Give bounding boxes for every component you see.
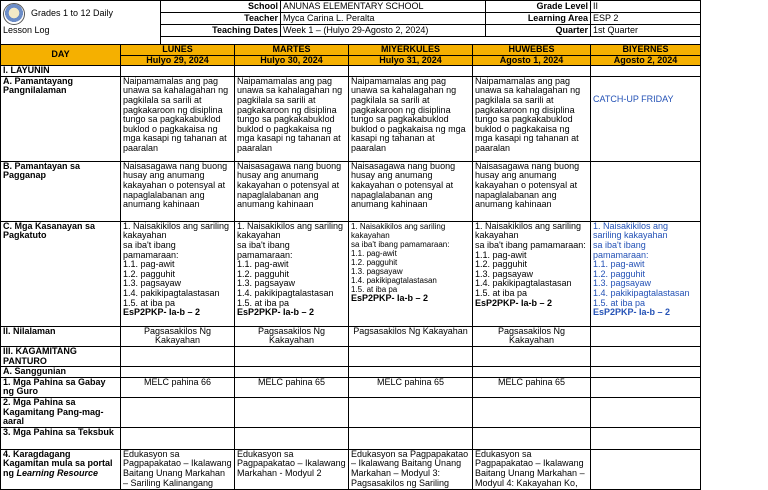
day-name-5: BIYERNES [591, 45, 701, 56]
area-label: Learning Area [486, 13, 591, 25]
day-date-2: Hulyo 30, 2024 [235, 55, 349, 66]
day-label: DAY [1, 45, 121, 66]
day-name-1: LUNES [121, 45, 235, 56]
quarter-value: 1st Quarter [591, 25, 701, 37]
pagganap-text-1: Naisasagawa nang buong husay ang anumang kakayahan o potensyal at napaglalabanan ang anumang kahinaan [121, 161, 235, 221]
kasanayan-cell-4 [473, 221, 591, 326]
kasanayan-code-5: EsP2PKP- Ia-b – 2 [593, 307, 671, 318]
lr-label: 4. Karagdagang Kagamitan mula sa portal ng [3, 449, 113, 478]
lesson-table [0, 44, 701, 490]
learning-resource-row [1, 449, 701, 489]
header-table [0, 0, 701, 49]
lr-text-1: Edukasyon sa Pagpapakatao – Ikalawang Baitang Unang Markahan – Sariling Kalinangang [121, 449, 235, 489]
school-label: School [161, 1, 281, 13]
pamantayang-text-1: Naipamamalas ang pag unawa sa kahalagahan ng pagkilala sa sarili at pagkakaroon ng disiplina tungo sa pagkakabuklod buklod o pagkakaisa ng mga kasapi ng tahanan at paaralan [121, 76, 235, 161]
melc-3: MELC pahina 65 [349, 377, 473, 397]
guro-row [1, 377, 701, 397]
teksbuk-row [1, 427, 701, 449]
nilalaman-text-2: Pagsasakilos Ng Kakayahan [235, 326, 349, 346]
day-date-5: Agosto 2, 2024 [591, 55, 701, 66]
school-value: ANUNAS ELEMENTARY SCHOOL [281, 1, 486, 13]
pamantayang-text-2: Naipamamalas ang pag unawa sa kahalagahan ng pagkilala sa sarili at pagkakaroon ng disiplina tungo sa pagkakabuklod buklod o pagkakaisa ng mga kasapi ng tahanan at paaralan [235, 76, 349, 161]
layunin-row [1, 66, 701, 77]
pamantayang-row [1, 76, 701, 161]
kagamitang-row [1, 346, 701, 366]
header-title: Grades 1 to 12 Daily [31, 8, 114, 19]
kasanayan-code-1: EsP2PKP- Ia-b – 2 [123, 307, 201, 318]
day-name-2: MARTES [235, 45, 349, 56]
dates-value: Week 1 – (Hulyo 29-Agosto 2, 2024) [281, 25, 486, 37]
nilalaman-text-1: Pagsasakilos Ng Kakayahan [121, 326, 235, 346]
pagganap-text-4: Naisasagawa nang buong husay ang anumang kakayahan o potensyal at napaglalabanan ang anumang kahinaan [473, 161, 591, 221]
nilalaman-text-3: Pagsasakilos Ng Kakayahan [349, 326, 473, 346]
grade-value: II [591, 1, 701, 13]
day-date-3: Hulyo 31, 2024 [349, 55, 473, 66]
nilalaman-row [1, 326, 701, 346]
area-value: ESP 2 [591, 13, 701, 25]
kasanayan-text-4: 1. Naisakikilos ang sariling kakayahan sa iba't ibang pamamaraan: 1.1. pag-awit 1.2. pagguhit 1.3. pagsayaw 1.4. pakikipagtalastasan 1.5. at iba pa [475, 221, 586, 298]
lr-text-2: Edukasyon sa Pagpapakatao – Ikalawang Markahan - Modyul 2 [235, 449, 349, 489]
kasanayan-text-1: 1. Naisakikilos ang sariling kakayahan sa iba't ibang pamamaraan: 1.1. pag-awit 1.2. pagguhit 1.3. pagsayaw 1.4. pakikipagtalastasan 1.5. at iba pa [123, 221, 230, 308]
days-row [1, 45, 701, 56]
lr-label-cell [1, 449, 121, 489]
layunin-label: I. LAYUNIN [1, 66, 121, 77]
pamantayang-text-3: Naipamamalas ang pag unawa sa kahalagahan ng pagkilala sa sarili at pagkakaroon ng disiplina tungo sa pagkakabuklod buklod o pagkakaisa ng mga kasapi ng tahanan at paaralan [349, 76, 473, 161]
pamantayang-label: A. Pamantayang Pangnilalaman [1, 76, 121, 161]
kagamitang-label: III. KAGAMITANG PANTURO [1, 346, 121, 366]
kasanayan-cell-2 [235, 221, 349, 326]
catchup-label: CATCH-UP FRIDAY [591, 76, 701, 161]
pagganap-text-2: Naisasagawa nang buong husay ang anumang kakayahan o potensyal at napaglalabanan ang anumang kahinaan [235, 161, 349, 221]
grade-label: Grade Level [486, 1, 591, 13]
kasanayan-code-2: EsP2PKP- Ia-b – 2 [237, 307, 315, 318]
sanggunian-label: A. Sanggunian [1, 367, 121, 378]
melc-1: MELC pahina 66 [121, 377, 235, 397]
kagamitan-row [1, 397, 701, 427]
kasanayan-code-4: EsP2PKP- Ia-b – 2 [475, 297, 553, 308]
day-date-4: Agosto 1, 2024 [473, 55, 591, 66]
sanggunian-row [1, 367, 701, 378]
nilalaman-text-4: Pagsasakilos Ng Kakayahan [473, 326, 591, 346]
pamantayang-text-4: Naipamamalas ang pag unawa sa kahalagahan ng pagkilala sa sarili at pagkakaroon ng disiplina tungo sa pagkakabuklod buklod o pagkakaisa ng mga kasapi ng tahanan at paaralan [473, 76, 591, 161]
kasanayan-row [1, 221, 701, 326]
kasanayan-label: C. Mga Kasanayan sa Pagkatuto [1, 221, 121, 326]
kasanayan-cell-5 [591, 221, 701, 326]
lr-text-3: Edukasyon sa Pagpapakatao – Ikalawang Baitang Unang Markahan – Modyul 3: Pagsasakilos ng Sariling [349, 449, 473, 489]
quarter-label: Quarter [486, 25, 591, 37]
kasanayan-cell-3 [349, 221, 473, 326]
teacher-label: Teacher [161, 13, 281, 25]
lr-text-4: Edukasyon sa Pagpapakatao – Ikalawang Baitang Unang Markahan – Modyul 4: Kakayahan Ko, [473, 449, 591, 489]
pagganap-label: B. Pamantayan sa Pagganap [1, 161, 121, 221]
melc-4: MELC pahina 65 [473, 377, 591, 397]
header-title-cell [1, 1, 161, 49]
nilalaman-label: II. Nilalaman [1, 326, 121, 346]
day-name-3: MIYERKULES [349, 45, 473, 56]
kasanayan-code-3: EsP2PKP- Ia-b – 2 [351, 292, 429, 303]
kasanayan-cell-1 [121, 221, 235, 326]
kasanayan-text-3: 1. Naisakikilos ang sariling kakayahan sa iba't ibang pamamaraan: 1.1. pag-awit 1.2. pagguhit 1.3. pagsayaw 1.4. pakikipagtalastasan 1.5. at iba pa [351, 221, 450, 294]
teksbuk-label: 3. Mga Pahina sa Teksbuk [1, 427, 121, 449]
guro-label: 1. Mga Pahina sa Gabay ng Guro [1, 377, 121, 397]
dates-label: Teaching Dates [161, 25, 281, 37]
kasanayan-text-2: 1. Naisakikilos ang sariling kakayahan sa iba't ibang pamamaraan: 1.1. pag-awit 1.2. pagguhit 1.3. pagsayaw 1.4. pakikipagtalastasan 1.5. at iba pa [237, 221, 344, 308]
header-title-2: Lesson Log [3, 25, 50, 35]
kagamitan-label: 2. Mga Pahina sa Kagamitang Pang-mag-aaral [1, 397, 121, 427]
day-date-1: Hulyo 29, 2024 [121, 55, 235, 66]
day-name-4: HUWEBES [473, 45, 591, 56]
deped-seal-icon [3, 3, 25, 25]
pagganap-text-3: Naisasagawa nang buong husay ang anumang kakayahan o potensyal at napaglalabanan ang anumang kahinaan [349, 161, 473, 221]
melc-2: MELC pahina 65 [235, 377, 349, 397]
teacher-value: Myca Carina L. Peralta [281, 13, 486, 25]
lr-label-italic: Learning Resource [16, 467, 99, 478]
kasanayan-text-5: 1. Naisakikilos ang sariling kakayahan sa iba't ibang pamamaraan: 1.1. pag-awit 1.2. pagguhit 1.3. pagsayaw 1.4. pakikipagtalastasan 1.5. at iba pa [593, 221, 690, 308]
pagganap-row [1, 161, 701, 221]
